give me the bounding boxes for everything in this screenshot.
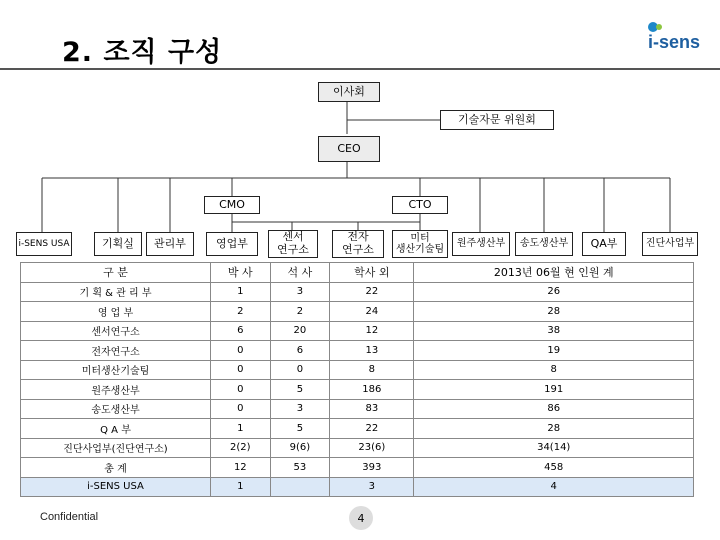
org-tech-committee: 기술자문 위원회 xyxy=(440,110,554,130)
table-row xyxy=(21,302,694,322)
org-board: 이사회 xyxy=(318,82,380,102)
table-cell: 20 xyxy=(270,321,330,341)
table-row xyxy=(21,399,694,419)
table-cell: 13 xyxy=(330,341,414,361)
table-row xyxy=(21,438,694,458)
table-cell: 28 xyxy=(414,302,694,322)
org-unit-isens-usa: i-SENS USA xyxy=(16,232,72,256)
table-row xyxy=(21,458,694,478)
page-title: 2. 조직 구성 xyxy=(62,37,223,68)
table-row xyxy=(21,321,694,341)
table-cell: 5 xyxy=(270,380,330,400)
logo-text: i-sens xyxy=(648,32,701,52)
table-header-cell: 구 분 xyxy=(21,263,211,283)
confidential-label: Confidential xyxy=(40,511,99,523)
org-cmo: CMO xyxy=(204,196,260,214)
table-cell: 3 xyxy=(330,477,414,497)
table-cell: 8 xyxy=(330,360,414,380)
org-connector-lines xyxy=(0,0,720,262)
table-row xyxy=(21,341,694,361)
table-cell: 0 xyxy=(211,341,271,361)
table-cell: 2 xyxy=(211,302,271,322)
table-cell: i-SENS USA xyxy=(21,477,211,497)
org-unit-songdo: 송도생산부 xyxy=(515,232,573,256)
table-header-cell: 석 사 xyxy=(270,263,330,283)
table-cell: 0 xyxy=(211,380,271,400)
table-cell: 19 xyxy=(414,341,694,361)
table-cell: 26 xyxy=(414,282,694,302)
org-ceo: CEO xyxy=(318,136,380,162)
table-cell: 미터생산기술팀 xyxy=(21,360,211,380)
org-unit-electronics-lab: 전자 연구소 xyxy=(332,230,384,258)
table-cell: 86 xyxy=(414,399,694,419)
table-cell: 6 xyxy=(270,341,330,361)
table-cell: 1 xyxy=(211,282,271,302)
table-cell: 4 xyxy=(414,477,694,497)
table-cell: 2(2) xyxy=(211,438,271,458)
table-cell: 393 xyxy=(330,458,414,478)
org-unit-meter-team: 미터 생산기술팀 xyxy=(392,230,448,258)
org-unit-sensor-lab: 센서 연구소 xyxy=(268,230,318,258)
org-unit-planning: 기획실 xyxy=(94,232,142,256)
table-cell: 24 xyxy=(330,302,414,322)
table-row xyxy=(21,282,694,302)
table-cell: 3 xyxy=(270,399,330,419)
table-cell: 191 xyxy=(414,380,694,400)
org-cto: CTO xyxy=(392,196,448,214)
org-unit-admin: 관리부 xyxy=(146,232,194,256)
table-cell: 6 xyxy=(211,321,271,341)
org-unit-diagnostics: 진단사업부 xyxy=(642,232,698,256)
table-cell: 전자연구소 xyxy=(21,341,211,361)
table-row xyxy=(21,419,694,439)
table-row xyxy=(21,477,694,497)
table-cell: 센서연구소 xyxy=(21,321,211,341)
table-cell: 원주생산부 xyxy=(21,380,211,400)
table-cell: 5 xyxy=(270,419,330,439)
table-cell: 34(14) xyxy=(414,438,694,458)
table-cell: 53 xyxy=(270,458,330,478)
table-cell: 458 xyxy=(414,458,694,478)
table-cell: 3 xyxy=(270,282,330,302)
table-cell: 8 xyxy=(414,360,694,380)
table-cell: 28 xyxy=(414,419,694,439)
table-header-cell: 박 사 xyxy=(211,263,271,283)
table-header-cell: 2013년 06월 현 인원 계 xyxy=(414,263,694,283)
table-cell: 186 xyxy=(330,380,414,400)
table-cell: 진단사업부(진단연구소) xyxy=(21,438,211,458)
table-cell: 0 xyxy=(270,360,330,380)
headcount-table xyxy=(20,262,694,497)
table-cell: 1 xyxy=(211,477,271,497)
org-unit-wonju: 원주생산부 xyxy=(452,232,510,256)
table-cell: 83 xyxy=(330,399,414,419)
table-cell: 12 xyxy=(211,458,271,478)
table-cell: 기 획 & 관 리 부 xyxy=(21,282,211,302)
table-cell: 2 xyxy=(270,302,330,322)
page-number: 4 xyxy=(349,506,373,530)
table-cell: 9(6) xyxy=(270,438,330,458)
table-cell: 0 xyxy=(211,399,271,419)
table-cell: 1 xyxy=(211,419,271,439)
table-row xyxy=(21,360,694,380)
table-cell: 총 계 xyxy=(21,458,211,478)
table-cell: 0 xyxy=(211,360,271,380)
table-cell: 22 xyxy=(330,419,414,439)
org-unit-qa: QA부 xyxy=(582,232,626,256)
table-cell: 38 xyxy=(414,321,694,341)
table-cell: Q A 부 xyxy=(21,419,211,439)
table-row xyxy=(21,380,694,400)
table-header-cell: 학사 외 xyxy=(330,263,414,283)
table-cell xyxy=(270,477,330,497)
table-cell: 23(6) xyxy=(330,438,414,458)
table-header-row xyxy=(21,263,694,283)
table-cell: 12 xyxy=(330,321,414,341)
org-unit-sales: 영업부 xyxy=(206,232,258,256)
table-cell: 송도생산부 xyxy=(21,399,211,419)
table-cell: 영 업 부 xyxy=(21,302,211,322)
table-cell: 22 xyxy=(330,282,414,302)
